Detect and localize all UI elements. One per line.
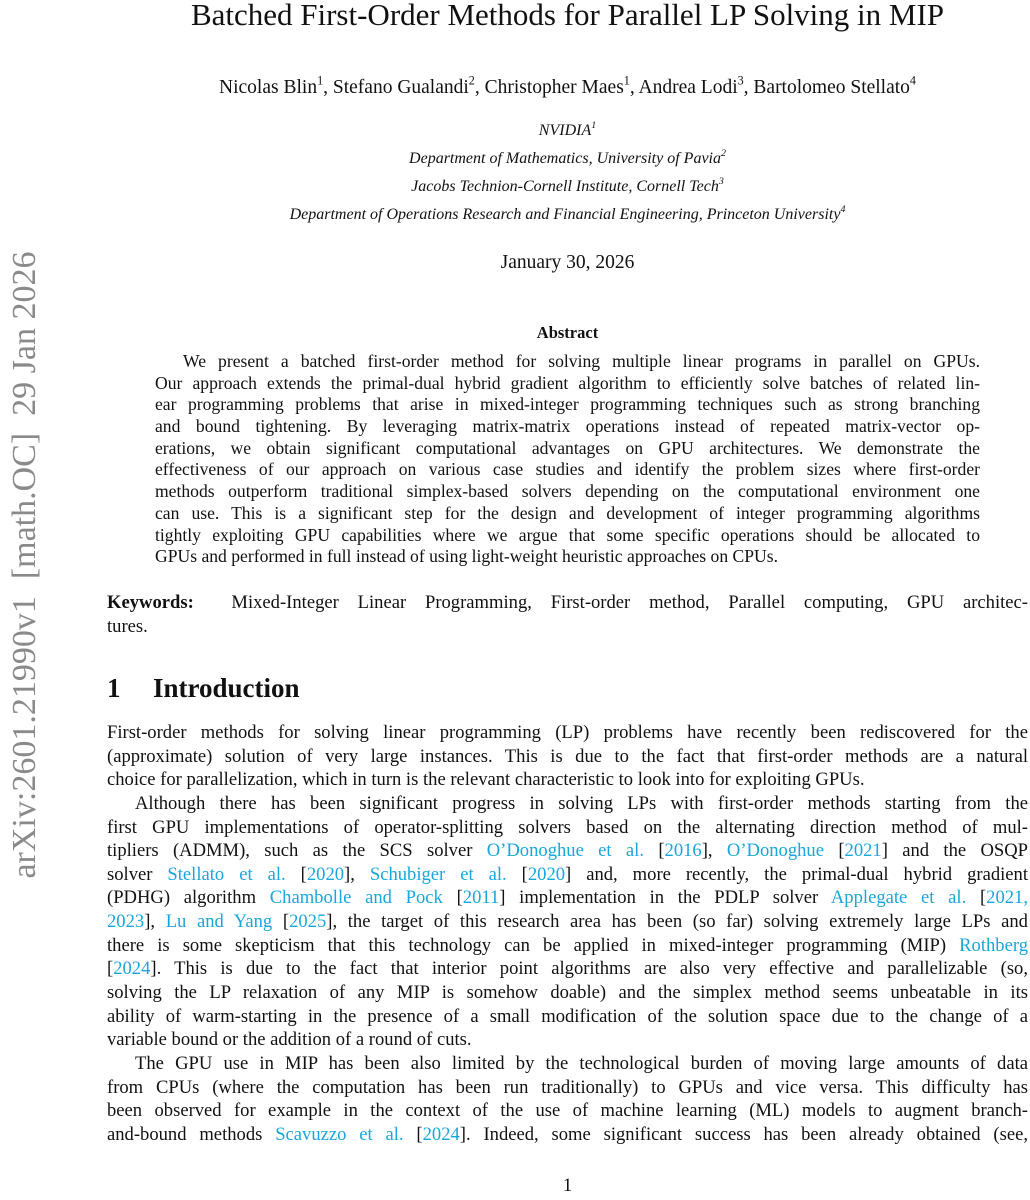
author-name: Christopher Maes	[484, 77, 624, 98]
text-run: ] and the OSQP	[881, 840, 1028, 862]
text-run: [	[506, 863, 528, 885]
text-run: ],	[344, 863, 370, 885]
citation-link[interactable]: 2021,	[986, 887, 1028, 909]
text-run: tightly exploiting GPU capabilities where we argue that some specific operations should be allocated to	[155, 524, 980, 545]
text-line	[155, 351, 980, 373]
author-list	[107, 74, 1028, 102]
text-run: Mixed-Integer Linear Programming, First-order method, Parallel computing, GPU architec-	[231, 592, 1028, 613]
text-line	[107, 721, 1028, 745]
text-line	[155, 503, 980, 525]
affiliation-name: Department of Mathematics, University of Pavia	[409, 150, 721, 167]
text-line	[107, 934, 1028, 958]
text-run: solving the LP relaxation of any MIP is somehow doable) and the simplex method seems unbeatable in its	[107, 982, 1028, 1004]
citation-link[interactable]: 2011	[462, 887, 500, 909]
text-run: ], the target of this research area has been (so far) solving extremely large LPs and	[326, 911, 1028, 933]
text-run: ] implementation in the PDLP solver	[499, 887, 831, 909]
arxiv-identifier-stamp: arXiv:2601.21990v1 [math.OC] 29 Jan 2026	[6, 251, 43, 879]
affiliation-mark: 1	[591, 120, 597, 132]
author-separator: ,	[743, 77, 754, 98]
citation-link[interactable]: Schubiger et al.	[369, 863, 507, 885]
text-run: methods outperform traditional simplex-based solvers depending on the computational environment one	[155, 481, 980, 502]
affiliation-mark: 2	[720, 148, 726, 160]
text-run: and-bound methods	[107, 1123, 276, 1145]
affiliation-mark: 3	[718, 176, 724, 188]
text-line	[107, 863, 1028, 887]
text-run: solver	[107, 863, 168, 885]
text-line	[107, 1099, 1028, 1123]
text-run: GPUs and performed in full instead of using light-weight heuristic approaches on CPUs.	[155, 546, 779, 567]
text-run: (approximate) solution of very large instances. This is due to the fact that first-order methods are a natural	[107, 745, 1028, 767]
text-run: from CPUs (where the computation has been run traditionally) to GPUs and vice versa. This difficulty has	[107, 1076, 1028, 1098]
citation-link[interactable]: Applegate et al.	[830, 887, 967, 909]
affiliation-name: NVIDIA	[538, 122, 592, 139]
text-line	[107, 957, 1028, 981]
text-run: (PDHG) algorithm	[107, 887, 270, 909]
citation-link[interactable]: O’Donoghue	[726, 840, 824, 862]
citation-link[interactable]: Scavuzzo et al.	[275, 1123, 404, 1145]
text-line	[107, 615, 1028, 639]
author-separator: ,	[629, 77, 639, 98]
text-line	[107, 839, 1028, 863]
text-run: variable bound or the addition of a round of cuts.	[107, 1029, 472, 1051]
affiliation	[107, 148, 1028, 170]
text-run: ear programming problems that arise in mixed-integer programming techniques such as strong branching	[155, 394, 980, 415]
citation-link[interactable]: Stellato et al.	[167, 863, 286, 885]
citation-link[interactable]: 2020	[527, 863, 566, 885]
text-run: been observed for example in the context of the use of machine learning (ML) models to augment branch-	[107, 1100, 1028, 1122]
text-run: [	[823, 840, 845, 862]
text-line	[107, 591, 1028, 615]
author-name: Stefano Gualandi	[332, 77, 469, 98]
text-run: [	[403, 1123, 423, 1145]
abstract-heading: Abstract	[536, 323, 599, 342]
section-title: Introduction	[153, 673, 300, 703]
author-name: Andrea Lodi	[638, 77, 738, 98]
text-line	[107, 792, 1028, 816]
text-run: erations, we obtain significant computational advantages on GPU architectures. We demonstrate the	[155, 437, 980, 458]
text-line	[107, 1123, 1028, 1147]
text-run: can use. This is a significant step for the design and development of integer programming algorithms	[155, 502, 980, 523]
text-run: [	[272, 911, 290, 933]
citation-link[interactable]: Lu and Yang	[165, 911, 273, 933]
text-run: and bound tightening. By leveraging matrix-matrix operations instead of repeated matrix-vector op-	[155, 416, 980, 437]
text-line	[155, 373, 980, 395]
text-line	[107, 745, 1028, 769]
citation-link[interactable]: 2025	[289, 911, 327, 933]
text-run: [	[966, 887, 987, 909]
text-line	[107, 886, 1028, 910]
text-line	[155, 459, 980, 481]
author-separator: ,	[474, 77, 485, 98]
author-separator: ,	[323, 77, 333, 98]
author-affiliation-mark: 4	[909, 73, 916, 88]
affiliation-name: Department of Operations Research and Financial Engineering, Princeton University	[289, 206, 841, 223]
paragraph	[107, 792, 1028, 1052]
text-line	[107, 816, 1028, 840]
text-run: there is some skepticism that this technology can be applied in mixed-integer programming (MIP)	[107, 934, 960, 956]
text-run: ] and, more recently, the primal-dual hybrid gradient	[565, 863, 1028, 885]
author-name: Bartolomeo Stellato	[753, 77, 910, 98]
text-line	[155, 394, 980, 416]
text-run: tures.	[107, 615, 148, 637]
text-run: ]. This is due to the fact that interior point algorithms are also very effective and parallelizable (so,	[150, 958, 1028, 980]
abstract-body	[155, 351, 980, 568]
citation-link[interactable]: 2021	[844, 840, 882, 862]
introduction-body	[107, 721, 1028, 1147]
citation-link[interactable]: 2020	[306, 863, 345, 885]
author-name: Nicolas Blin	[219, 77, 318, 98]
affiliation	[107, 176, 1028, 198]
text-run: first GPU implementations of operator-splitting solvers based on the alternating direction method of mul-	[107, 816, 1028, 838]
affiliation-name: Jacobs Technion-Cornell Institute, Cornell Tech	[411, 178, 719, 195]
text-line	[107, 1052, 1028, 1076]
text-run: [	[107, 958, 114, 980]
text-run: First-order methods for solving linear programming (LP) problems have recently been rediscovered for the	[107, 722, 1028, 743]
section-heading	[107, 672, 300, 704]
affiliation	[107, 204, 1028, 226]
author-affiliation-mark: 3	[737, 73, 744, 88]
text-line	[107, 981, 1028, 1005]
paper-title: Batched First-Order Methods for Parallel LP Solving in MIP	[190, 0, 945, 32]
text-run: We present a batched first-order method for solving multiple linear programs in parallel on GPUs.	[183, 351, 980, 371]
author-affiliation-mark: 2	[468, 73, 475, 88]
text-run: ],	[701, 840, 727, 862]
text-line	[155, 546, 980, 568]
text-run: ]. Indeed, some significant success has been already obtained (see,	[459, 1123, 1029, 1145]
text-line	[155, 525, 980, 547]
citation-link[interactable]: 2024	[422, 1123, 460, 1145]
page-number: 1	[562, 1175, 573, 1196]
citation-link[interactable]: 2023	[107, 911, 145, 933]
affiliation-mark: 4	[840, 204, 846, 216]
text-line	[107, 1076, 1028, 1100]
paragraph	[107, 721, 1028, 792]
text-line	[155, 416, 980, 438]
text-run: The GPU use in MIP has been also limited by the technological burden of moving large amounts of data	[135, 1052, 1028, 1074]
text-run: tipliers (ADMM), such as the SCS solver	[107, 840, 487, 862]
keywords-label: Keywords:	[107, 592, 194, 613]
paper-date: January 30, 2026	[500, 252, 635, 273]
text-run: ],	[144, 911, 166, 933]
text-line	[107, 910, 1028, 934]
text-line	[155, 481, 980, 503]
affiliation	[107, 120, 1028, 142]
text-line	[107, 1028, 1028, 1052]
author-affiliation-mark: 1	[317, 73, 324, 88]
keywords	[107, 591, 1028, 638]
citation-link[interactable]: 2016	[664, 840, 702, 862]
citation-link[interactable]: Chambolle and Pock	[269, 887, 443, 909]
citation-link[interactable]: Rothberg	[959, 934, 1028, 956]
text-run: [	[643, 840, 665, 862]
text-run: Our approach extends the primal-dual hybrid gradient algorithm to efficiently solve batches of related lin-	[155, 372, 980, 393]
citation-link[interactable]: 2024	[113, 958, 151, 980]
paragraph	[107, 1052, 1028, 1147]
text-run: effectiveness of our approach on various case studies and identify the problem sizes where first-order	[155, 459, 980, 480]
text-run: choice for parallelization, which in turn is the relevant characteristic to look into for exploiting GPUs.	[107, 769, 865, 791]
text-line	[155, 438, 980, 460]
citation-link[interactable]: O’Donoghue et al.	[486, 840, 644, 862]
text-run: [	[442, 887, 463, 909]
text-line	[107, 1005, 1028, 1029]
text-run: [	[285, 863, 307, 885]
author-affiliation-mark: 1	[623, 73, 630, 88]
section-number: 1	[107, 673, 121, 703]
text-line	[107, 768, 1028, 792]
text-run: Although there has been significant progress in solving LPs with first-order methods starting from the	[135, 792, 1028, 814]
text-run: ability of warm-starting in the presence of a small modification of the solution space due to the change of a	[107, 1005, 1028, 1027]
